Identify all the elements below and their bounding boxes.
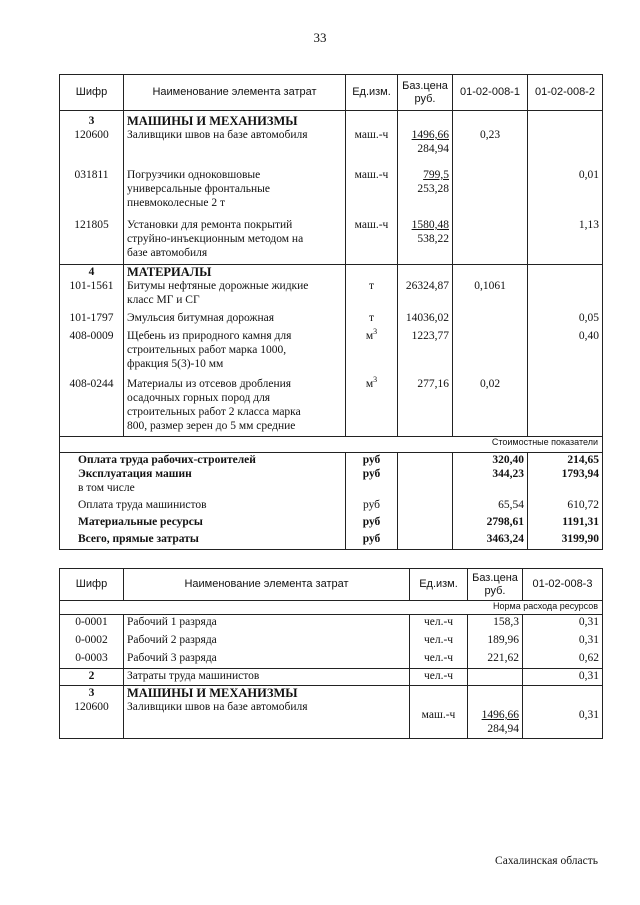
row-code: 0-0003 xyxy=(60,651,124,669)
header-unit: Ед.изм. xyxy=(346,75,398,111)
row-code: 408-0009 xyxy=(60,329,124,377)
row-unit: чел.-ч xyxy=(410,669,468,686)
cost-row xyxy=(60,467,603,481)
row-unit: т xyxy=(346,311,398,329)
cost-value-1: 65,54 xyxy=(453,498,528,515)
machinist-row xyxy=(60,669,603,686)
cost-name: в том числе xyxy=(60,481,346,498)
footer-region: Сахалинская область xyxy=(495,855,598,867)
row-code: 031811 xyxy=(60,168,124,218)
row-code: 120600 xyxy=(60,128,124,168)
row-name: Установки для ремонта покрытий струйно-инъекционным методом на базе автомобиля xyxy=(124,218,346,264)
row-code: 120600 xyxy=(60,700,124,738)
table-1-header xyxy=(60,75,603,111)
row-price: 1496,66 284,94 xyxy=(468,700,523,738)
cost-row xyxy=(60,515,603,532)
cost-row xyxy=(60,532,603,549)
cost-value-2: 1191,31 xyxy=(528,515,603,532)
row-name: Щебень из природного камня для строительных работ марка 1000, фракция 5(3)-10 мм xyxy=(124,329,346,377)
table-row xyxy=(60,377,603,437)
section-machines-row xyxy=(60,686,603,701)
row-price: 14036,02 xyxy=(398,311,453,329)
cost-value-1: 2798,61 xyxy=(453,515,528,532)
row-value-1 xyxy=(453,168,528,218)
row-value-2 xyxy=(528,377,603,437)
row-name: Рабочий 1 разряда xyxy=(124,615,410,633)
cost-unit: руб xyxy=(346,453,398,468)
cost-value-2: 3199,90 xyxy=(528,532,603,549)
row-name: Рабочий 2 разряда xyxy=(124,633,410,651)
cost-name: Эксплуатация машин xyxy=(60,467,346,481)
row-code: 101-1797 xyxy=(60,311,124,329)
row-value-1: 0,31 xyxy=(523,700,603,738)
cost-name: Оплата труда рабочих-строителей xyxy=(60,453,346,468)
cost-value-1: 3463,24 xyxy=(453,532,528,549)
table-row xyxy=(60,700,603,738)
page-number: 33 xyxy=(313,30,327,45)
section-materials-row xyxy=(60,264,603,279)
row-code: 101-1561 xyxy=(60,279,124,311)
header-col-1: 01-02-008-3 xyxy=(523,569,603,601)
cost-value-2 xyxy=(528,481,603,498)
row-unit: чел.-ч xyxy=(410,651,468,669)
table-2-header xyxy=(60,569,603,601)
row-value-1 xyxy=(453,218,528,264)
row-name: Эмульсия битумная дорожная xyxy=(124,311,346,329)
table-row xyxy=(60,615,603,633)
cost-row xyxy=(60,498,603,515)
row-name: Затраты труда машинистов xyxy=(124,669,410,686)
section-machines-row xyxy=(60,111,603,129)
cost-unit: руб xyxy=(346,532,398,549)
cost-row xyxy=(60,481,603,498)
row-name: Материалы из отсевов дробления осадочных горных пород для строительных работ 2 класса марка 800, размер зерен до 5 мм средние xyxy=(124,377,346,437)
cost-value-2: 214,65 xyxy=(528,453,603,468)
row-price: 221,62 xyxy=(468,651,523,669)
row-unit: маш.-ч xyxy=(410,700,468,738)
row-price xyxy=(468,669,523,686)
norm-note-row xyxy=(60,601,603,615)
row-value-1 xyxy=(453,329,528,377)
row-unit: маш.-ч xyxy=(346,218,398,264)
row-name: Рабочий 3 разряда xyxy=(124,651,410,669)
row-price: 189,96 xyxy=(468,633,523,651)
cost-name: Всего, прямые затраты xyxy=(60,532,346,549)
cost-value-1 xyxy=(453,481,528,498)
table-row xyxy=(60,329,603,377)
row-value-1: 0,62 xyxy=(523,651,603,669)
row-price: 1580,48 538,22 xyxy=(398,218,453,264)
row-name: Заливщики швов на базе автомобиля xyxy=(124,700,410,738)
row-value-2: 0,40 xyxy=(528,329,603,377)
header-col-2: 01-02-008-2 xyxy=(528,75,603,111)
resource-table-1 xyxy=(59,74,603,550)
row-unit: чел.-ч xyxy=(410,633,468,651)
cost-unit xyxy=(346,481,398,498)
row-code: 408-0244 xyxy=(60,377,124,437)
row-price: 277,16 xyxy=(398,377,453,437)
row-value-2 xyxy=(528,128,603,168)
section-title: МАШИНЫ И МЕХАНИЗМЫ xyxy=(124,686,410,701)
header-price: Баз.цена руб. xyxy=(398,75,453,111)
section-number: 3 xyxy=(60,686,124,701)
section-number: 3 xyxy=(60,111,124,129)
table-row xyxy=(60,279,603,311)
header-col-1: 01-02-008-1 xyxy=(453,75,528,111)
header-code: Шифр xyxy=(60,75,124,111)
cost-row xyxy=(60,453,603,468)
cost-value-1: 320,40 xyxy=(453,453,528,468)
cost-value-2: 1793,94 xyxy=(528,467,603,481)
row-value-1: 0,23 xyxy=(453,128,528,168)
table-row xyxy=(60,128,603,168)
row-unit: чел.-ч xyxy=(410,615,468,633)
cost-note-row xyxy=(60,437,603,453)
row-value-2: 0,01 xyxy=(528,168,603,218)
row-value-2 xyxy=(528,279,603,311)
row-name: Заливщики швов на базе автомобиля xyxy=(124,128,346,168)
row-code: 0-0001 xyxy=(60,615,124,633)
cost-unit: руб xyxy=(346,515,398,532)
row-unit: маш.-ч xyxy=(346,168,398,218)
header-name: Наименование элемента затрат xyxy=(124,75,346,111)
row-code: 0-0002 xyxy=(60,633,124,651)
row-value-1: 0,31 xyxy=(523,669,603,686)
table-row xyxy=(60,633,603,651)
table-row xyxy=(60,168,603,218)
row-price: 1496,66 284,94 xyxy=(398,128,453,168)
table-row xyxy=(60,218,603,264)
header-name: Наименование элемента затрат xyxy=(124,569,410,601)
cost-unit: руб xyxy=(346,498,398,515)
row-unit: т xyxy=(346,279,398,311)
cost-value-2: 610,72 xyxy=(528,498,603,515)
section-title: МАШИНЫ И МЕХАНИЗМЫ xyxy=(124,111,346,129)
cost-note: Стоимостные показатели xyxy=(60,437,603,453)
row-unit: маш.-ч xyxy=(346,128,398,168)
row-price: 799,5 253,28 xyxy=(398,168,453,218)
header-unit: Ед.изм. xyxy=(410,569,468,601)
row-value-1: 0,02 xyxy=(453,377,528,437)
header-price: Баз.цена руб. xyxy=(468,569,523,601)
row-price: 158,3 xyxy=(468,615,523,633)
resource-table-2 xyxy=(59,568,603,739)
row-value-1: 0,31 xyxy=(523,633,603,651)
section-title: МАТЕРИАЛЫ xyxy=(124,264,346,279)
header-code: Шифр xyxy=(60,569,124,601)
row-code: 121805 xyxy=(60,218,124,264)
table-row xyxy=(60,651,603,669)
table-row xyxy=(60,311,603,329)
row-code: 2 xyxy=(60,669,124,686)
cost-name: Материальные ресурсы xyxy=(60,515,346,532)
row-value-1: 0,31 xyxy=(523,615,603,633)
row-value-1 xyxy=(453,311,528,329)
norm-note: Норма расхода ресурсов xyxy=(60,601,603,615)
row-price: 1223,77 xyxy=(398,329,453,377)
row-unit: $м^3$ xyxy=(346,329,398,377)
row-name: Битумы нефтяные дорожные жидкие класс МГ и СГ xyxy=(124,279,346,311)
row-price: 26324,87 xyxy=(398,279,453,311)
row-value-2: 0,05 xyxy=(528,311,603,329)
row-name: Погрузчики одноковшовые универсальные фронтальные пневмоколесные 2 т xyxy=(124,168,346,218)
cost-name: Оплата труда машинистов xyxy=(60,498,346,515)
cost-value-1: 344,23 xyxy=(453,467,528,481)
row-unit: $м^3$ xyxy=(346,377,398,437)
section-number: 4 xyxy=(60,264,124,279)
row-value-1: 0,1061 xyxy=(453,279,528,311)
cost-unit: руб xyxy=(346,467,398,481)
row-value-2: 1,13 xyxy=(528,218,603,264)
